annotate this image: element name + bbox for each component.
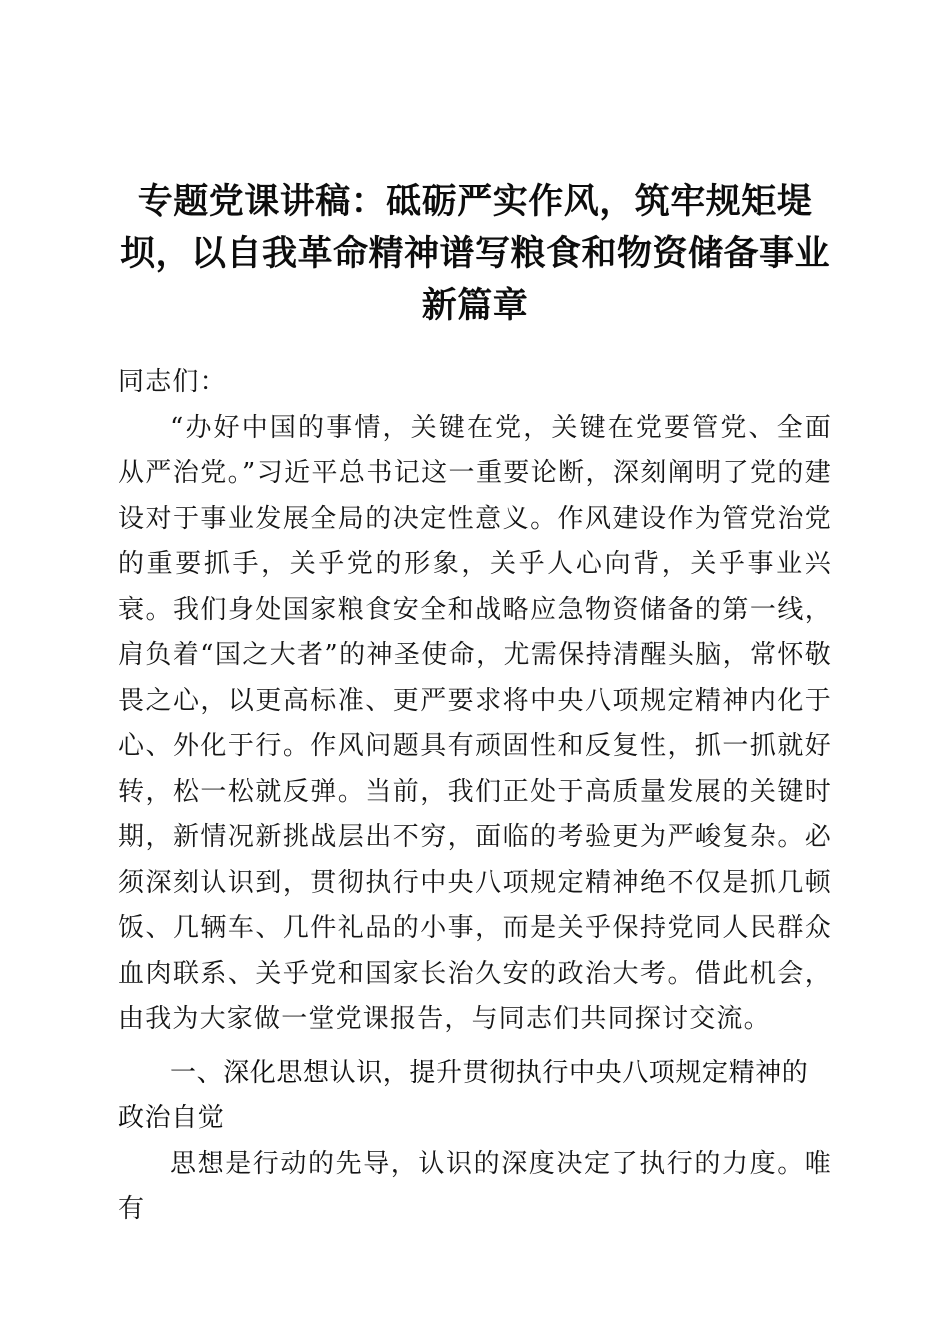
intro-paragraph: “办好中国的事情，关键在党，关键在党要管党、全面从严治党。”习近平总书记这一重要论断，深刻阐明了党的建设对于事业发展全局的决定性意义。作风建设作为管党治党的重要抓手，关乎党的形象，关乎人心向背，关乎事业兴衰。我们身处国家粮食安全和战略应急物资储备的第一线，肩负着“国之大者”的神圣使命，尤需保持清醒头脑，常怀敬畏之心，以更高标准、更严要求将中央八项规定精神内化于心、外化于行。作风问题具有顽固性和反复性，抓一抓就好转，松一松就反弹。当前，我们正处于高质量发展的关键时期，新情况新挑战层出不穷，面临的考验更为严峻复杂。必须深刻认识到，贯彻执行中央八项规定精神绝不仅是抓几顿饭、几辆车、几件礼品的小事，而是关乎保持党同人民群众血肉联系、关乎党和国家长治久安的政治大考。借此机会，由我为大家做一堂党课报告，与同志们共同探讨交流。 [118, 412, 832, 1034]
document-body [118, 360, 832, 1233]
section-paragraph: 思想是行动的先导，认识的深度决定了执行的力度。唯有 [118, 1148, 832, 1224]
section-heading: 一、深化思想认识，提升贯彻执行中央八项规定精神的政治自觉 [118, 1057, 809, 1133]
salutation: 同志们： [118, 367, 227, 397]
document-title: 专题党课讲稿：砥砺严实作风，筑牢规矩堤坝，以自我革命精神谱写粮食和物资储备事业新篇章 [119, 182, 830, 326]
